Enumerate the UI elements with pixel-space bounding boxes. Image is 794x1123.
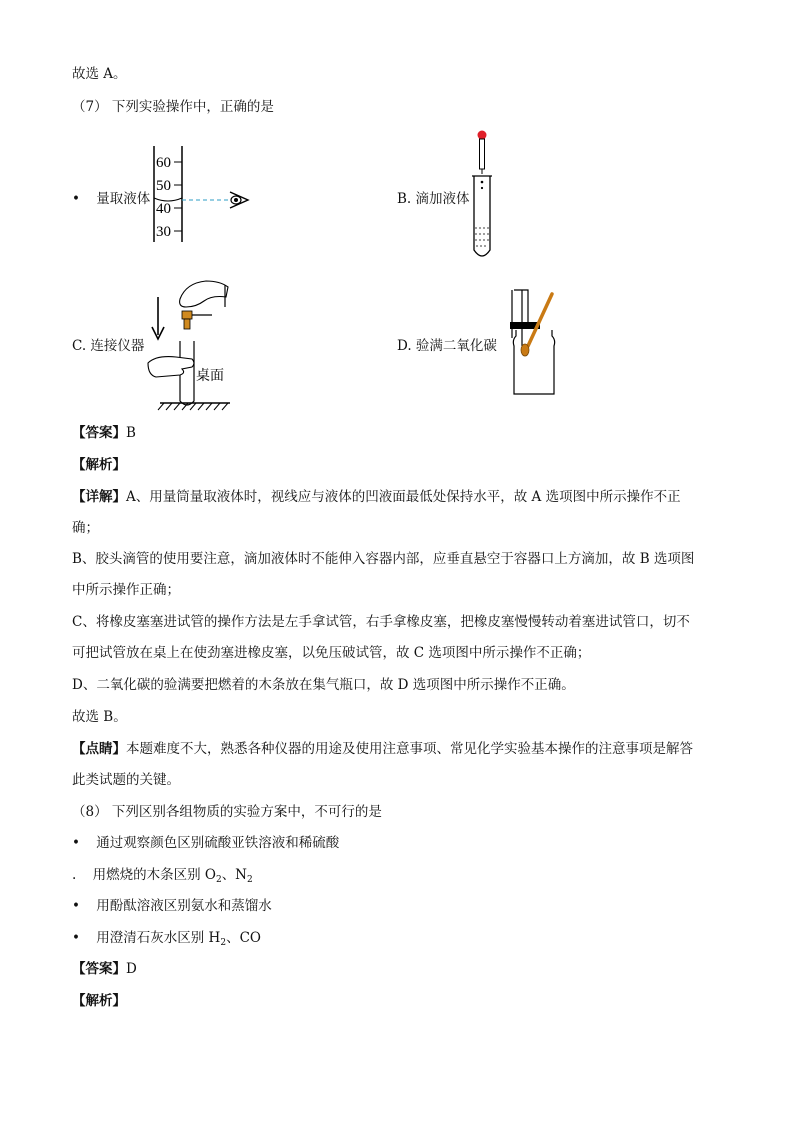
answer-tag: 【答案】 bbox=[72, 961, 126, 977]
q8-analysis-tag: 【解析】 bbox=[72, 993, 126, 1009]
comment-text: 本题难度不大，熟悉各种仪器的用途及使用注意事项、常见化学实验基本操作的注意事项是解答 bbox=[126, 741, 693, 757]
q7-analysis-tag: 【解析】 bbox=[72, 457, 126, 473]
answer-tag: 【答案】 bbox=[72, 425, 126, 441]
tick-label-30: 30 bbox=[156, 224, 171, 240]
q7-detail-b-1: B、胶头滴管的使用要注意，滴加液体时不能伸入容器内部，应垂直悬空于容器口上方滴加，故 B 选项图 bbox=[72, 551, 695, 567]
subscript: 2 bbox=[215, 875, 222, 885]
q8-option-text-mid: 、N bbox=[221, 867, 247, 883]
q8-option-1 bbox=[72, 833, 339, 853]
dropper-bulb bbox=[478, 131, 487, 140]
q8-option-bullet: • bbox=[72, 835, 80, 851]
dropper-tube bbox=[480, 139, 485, 169]
q7-detail-b-2: 中所示操作正确； bbox=[72, 582, 180, 598]
q7-option-b: B. 滴加液体 bbox=[397, 191, 470, 207]
tick-label-40: 40 bbox=[156, 201, 171, 217]
q7-answer-row bbox=[72, 423, 136, 443]
q7-comment-1 bbox=[72, 739, 693, 759]
option-a-bullet: • bbox=[72, 191, 80, 207]
answer-value: B bbox=[126, 425, 136, 441]
wooden-stick bbox=[528, 294, 552, 346]
gas-bottle bbox=[513, 330, 554, 394]
subscript: 2 bbox=[247, 875, 253, 885]
q8-option-bullet: • bbox=[72, 898, 80, 914]
q7-option-c: C. 连接仪器 bbox=[72, 338, 145, 354]
figure-connect-apparatus bbox=[146, 277, 246, 411]
detail-tag: 【详解】 bbox=[72, 489, 126, 505]
q8-option-bullet: . bbox=[72, 867, 77, 883]
detail-a-text: A、用量筒量取液体时，视线应与液体的凹液面最低处保持水平，故 A 选项图中所示操作不正 bbox=[126, 489, 681, 505]
q7-stem: （7） 下列实验操作中，正确的是 bbox=[72, 99, 274, 115]
q7-detail-a-1 bbox=[72, 487, 681, 507]
tick-label-50: 50 bbox=[156, 178, 171, 194]
q8-stem: （8） 下列区别各组物质的实验方案中，不可行的是 bbox=[72, 804, 382, 820]
rubber-stopper-body bbox=[184, 319, 190, 329]
q8-option-text-mid: 、CO bbox=[226, 930, 261, 946]
q7-detail-d: D、二氧化碳的验满要把燃着的木条放在集气瓶口，故 D 选项图中所示操作不正确。 bbox=[72, 677, 575, 693]
flame-icon bbox=[521, 344, 529, 356]
q8-answer-row bbox=[72, 959, 137, 979]
figure-gas-bottle bbox=[510, 288, 560, 398]
q8-option-text: 通过观察颜色区别硫酸亚铁溶液和稀硫酸 bbox=[96, 835, 340, 851]
figure-graduated-cylinder bbox=[148, 140, 258, 246]
q7-option-a bbox=[72, 187, 150, 207]
desk-label: 桌面 bbox=[196, 368, 224, 384]
q7-detail-c-2: 可把试管放在桌上在使劲塞进橡皮塞，以免压破试管，故 C 选项图中所示操作不正确； bbox=[72, 645, 591, 661]
drop-icon bbox=[481, 181, 484, 184]
q7-comment-2: 此类试题的关键。 bbox=[72, 772, 180, 788]
q6-conclusion: 故选 A。 bbox=[72, 66, 127, 82]
q8-option-bullet: • bbox=[72, 930, 80, 946]
q7-option-d: D. 验满二氧化碳 bbox=[397, 338, 497, 354]
answer-value: D bbox=[126, 961, 137, 977]
q7-detail-a-2: 确； bbox=[72, 520, 99, 536]
q8-option-text: 用酚酞溶液区别氨水和蒸馏水 bbox=[96, 898, 272, 914]
q8-option-3 bbox=[72, 896, 272, 916]
q8-option-4 bbox=[72, 928, 261, 953]
figure-dropper-test-tube bbox=[466, 128, 498, 262]
tick-label-60: 60 bbox=[156, 155, 171, 171]
desk-hatching bbox=[158, 403, 228, 410]
q7-conclusion: 故选 B。 bbox=[72, 709, 127, 725]
lower-hand-icon bbox=[148, 357, 194, 377]
comment-tag: 【点睛】 bbox=[72, 741, 126, 757]
rubber-stopper bbox=[182, 311, 192, 319]
eye-icon bbox=[230, 192, 248, 208]
q8-option-2 bbox=[72, 865, 253, 890]
subscript: 2 bbox=[220, 938, 227, 948]
q8-option-text: 用澄清石灰水区别 H bbox=[96, 930, 221, 946]
q7-detail-c-1: C、将橡皮塞塞进试管的操作方法是左手拿试管，右手拿橡皮塞，把橡皮塞慢慢转动着塞进试管口，切不 bbox=[72, 614, 690, 630]
drop-icon bbox=[481, 187, 483, 189]
option-a-label: 量取液体 bbox=[96, 191, 151, 207]
q8-option-text: 用燃烧的木条区别 O bbox=[92, 867, 216, 883]
upper-hand-icon bbox=[180, 281, 228, 307]
